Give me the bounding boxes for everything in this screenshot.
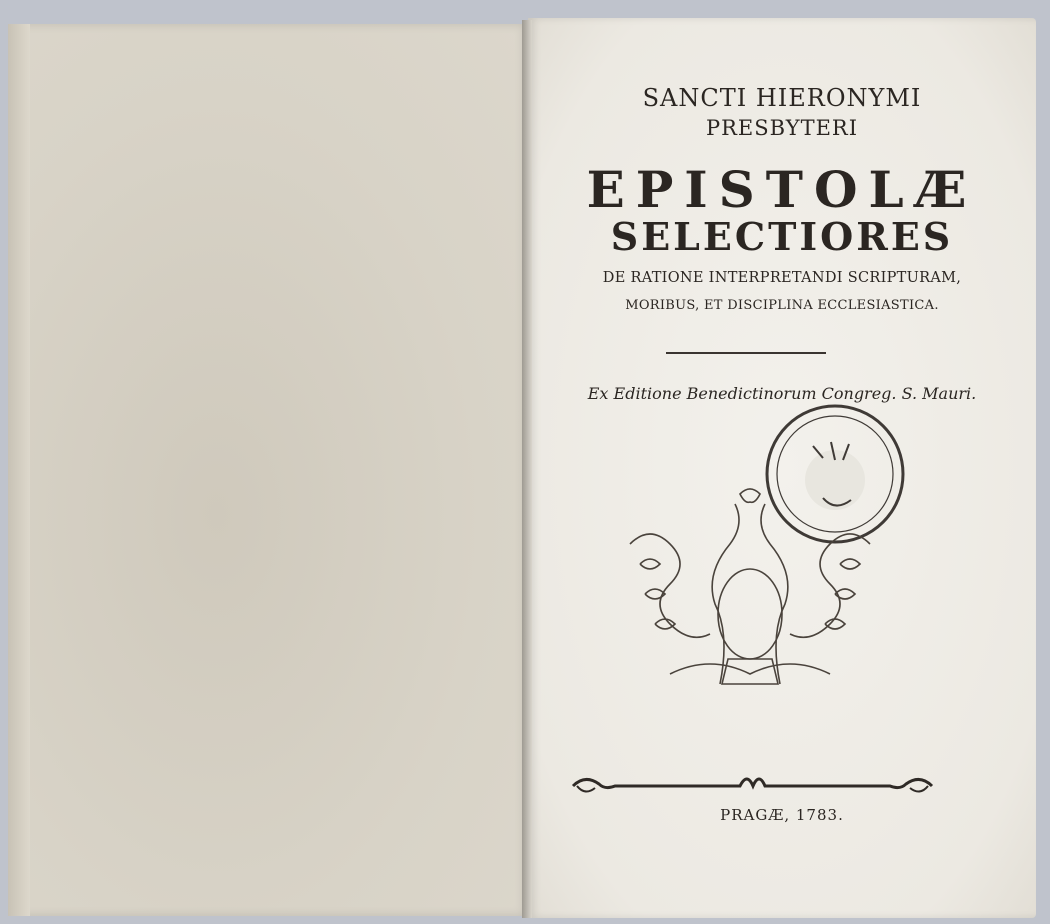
- printers-ornament: [610, 484, 890, 694]
- subtitle-line-1: DE RATIONE INTERPRETANDI SCRIPTURAM,: [602, 270, 962, 286]
- main-title: EPISTOLÆ: [586, 160, 978, 219]
- subtitle-line-2: MORIBUS, ET DISCIPLINA ECCLESIASTICA.: [625, 298, 939, 313]
- page-edges: [8, 24, 30, 916]
- book-gutter: [522, 20, 532, 918]
- title-rule: [666, 352, 826, 354]
- decorative-flourish: [565, 768, 940, 802]
- title-line-2: PRESBYTERI: [705, 116, 859, 140]
- imprint-line: PRAGÆ, 1783.: [720, 806, 844, 824]
- edition-note: Ex Editione Benedictinorum Congreg. S. Mauri.: [587, 384, 977, 403]
- main-subtitle: SELECTIORES: [610, 214, 954, 259]
- left-blank-page: [8, 24, 530, 916]
- title-line-1: SANCTI HIERONYMI: [642, 84, 922, 112]
